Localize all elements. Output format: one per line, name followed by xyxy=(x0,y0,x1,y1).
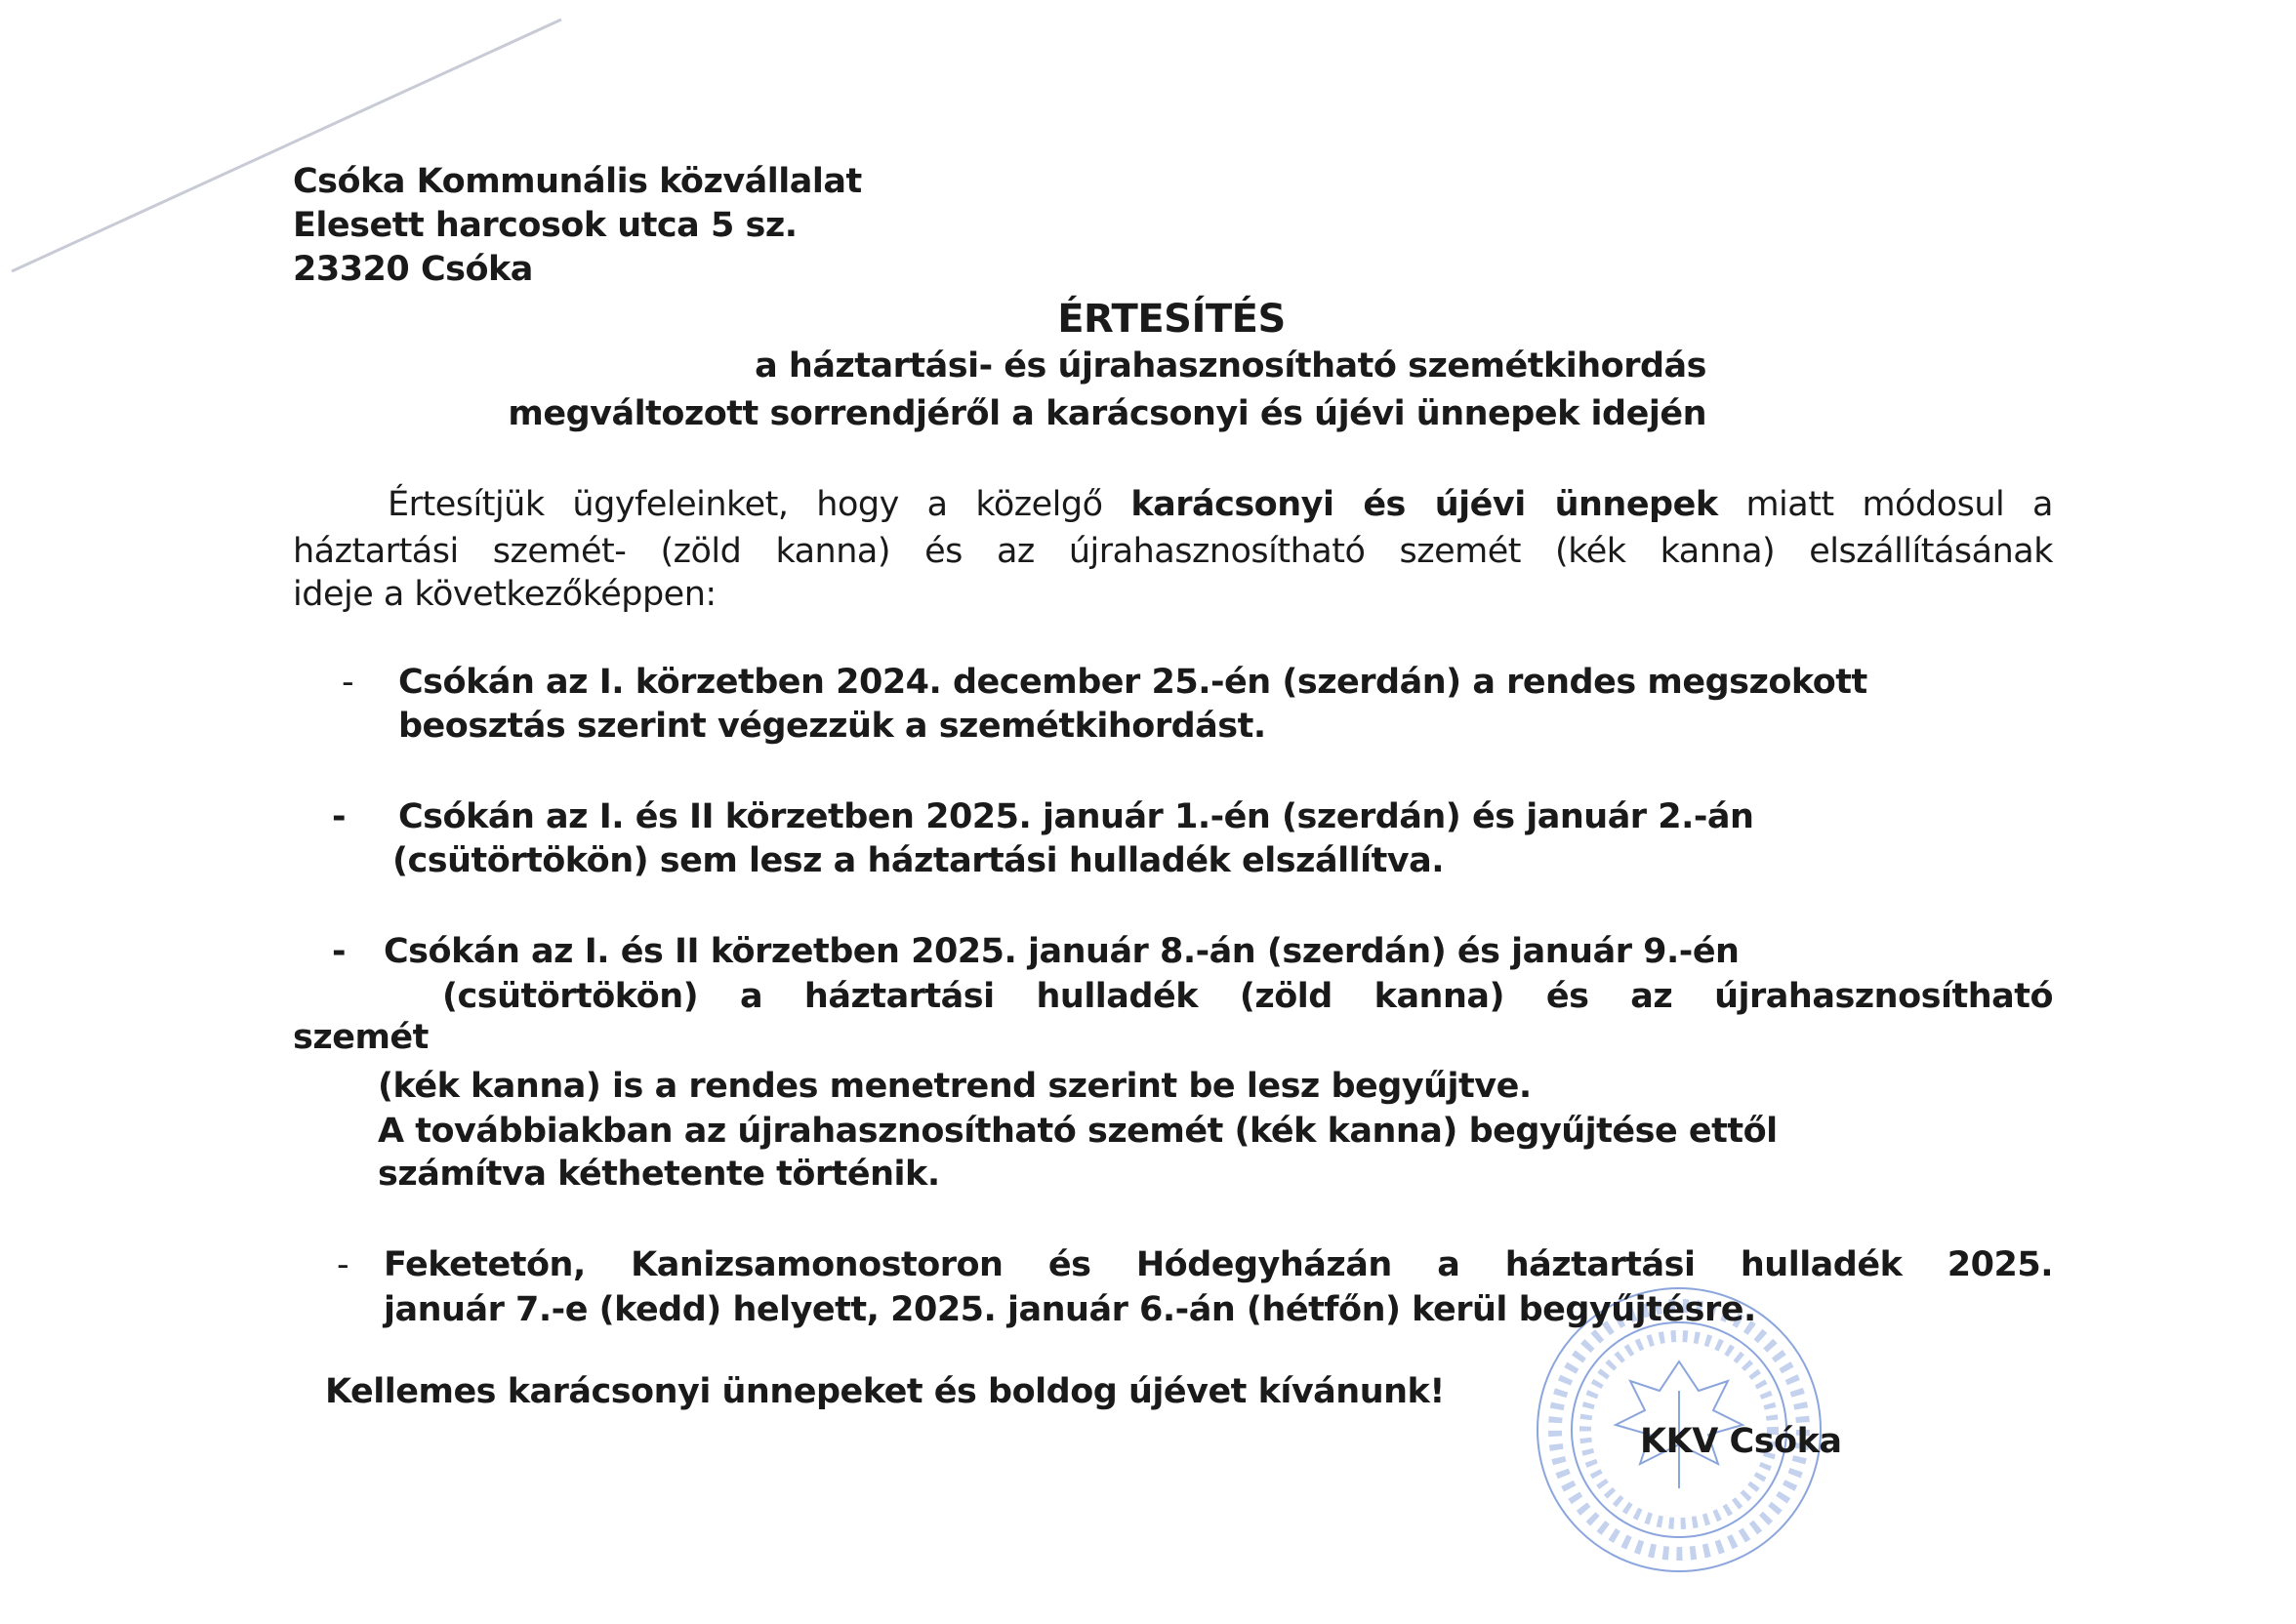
item-4-line-2: január 7.-e (kedd) helyett, 2025. január 6.-án (hétfőn) kerül begyűjtésre. xyxy=(384,1290,1756,1329)
item-2-line-2: (csütörtökön) sem lesz a háztartási hulladék elszállítva. xyxy=(392,841,1445,880)
item-1-line-1: Csókán az I. körzetben 2024. december 25.-én (szerdán) a rendes megszokott xyxy=(398,663,1867,702)
intro-text: miatt módosul a xyxy=(1717,485,2053,524)
subtitle-line-1: a háztartási- és újrahasznosítható szemétkihordás xyxy=(755,346,1706,386)
item-3-line-2: (csütörtökön) a háztartási hulladék (zöld kanna) és az újrahasznosítható xyxy=(442,977,2053,1016)
item-3-line-3: szemét xyxy=(293,1018,429,1057)
scan-artifact-line xyxy=(0,0,586,293)
item-1-line-2: beosztás szerint végezzük a szemétkihordást. xyxy=(398,707,1266,746)
intro-line-3: ideje a következőképpen: xyxy=(293,575,717,614)
bullet-marker: - xyxy=(332,797,347,836)
signature: KKV Csóka xyxy=(1640,1422,1842,1461)
document-title: ÉRTESÍTÉS xyxy=(1057,297,1286,342)
sender-city: 23320 Csóka xyxy=(293,250,533,289)
sender-street: Elesett harcosok utca 5 sz. xyxy=(293,206,798,245)
item-3-line-6: számítva kéthetente történik. xyxy=(378,1155,940,1194)
intro-line-2: háztartási szemét- (zöld kanna) és az újrahasznosítható szemét (kék kanna) elszállításának xyxy=(293,532,2053,571)
item-3-line-4: (kék kanna) is a rendes menetrend szerint be lesz begyűjtve. xyxy=(378,1067,1532,1106)
sender-name: Csóka Kommunális közvállalat xyxy=(293,162,862,201)
item-3-line-5: A továbbiakban az újrahasznosítható szemét (kék kanna) begyűjtése ettől xyxy=(378,1112,1778,1151)
bullet-marker: - xyxy=(332,932,347,971)
intro-text: Értesítjük ügyfeleinket, hogy a közelgő xyxy=(388,485,1131,524)
bullet-marker: - xyxy=(342,663,354,702)
intro-emphasis: karácsonyi és újévi ünnepek xyxy=(1130,485,1718,524)
subtitle-line-2: megváltozott sorrendjéről a karácsonyi és újévi ünnepek idején xyxy=(508,394,1706,433)
bullet-marker: - xyxy=(337,1245,349,1284)
item-4-line-1: Feketetón, Kanizsamonostoron és Hódegyházán a háztartási hulladék 2025. xyxy=(384,1245,2053,1284)
item-2-line-1: Csókán az I. és II körzetben 2025. január 1.-én (szerdán) és január 2.-án xyxy=(398,797,1754,836)
intro-line-1 xyxy=(388,485,2053,524)
closing-greeting: Kellemes karácsonyi ünnepeket és boldog újévet kívánunk! xyxy=(325,1372,1445,1411)
item-3-line-1: Csókán az I. és II körzetben 2025. január 8.-án (szerdán) és január 9.-én xyxy=(384,932,1740,971)
